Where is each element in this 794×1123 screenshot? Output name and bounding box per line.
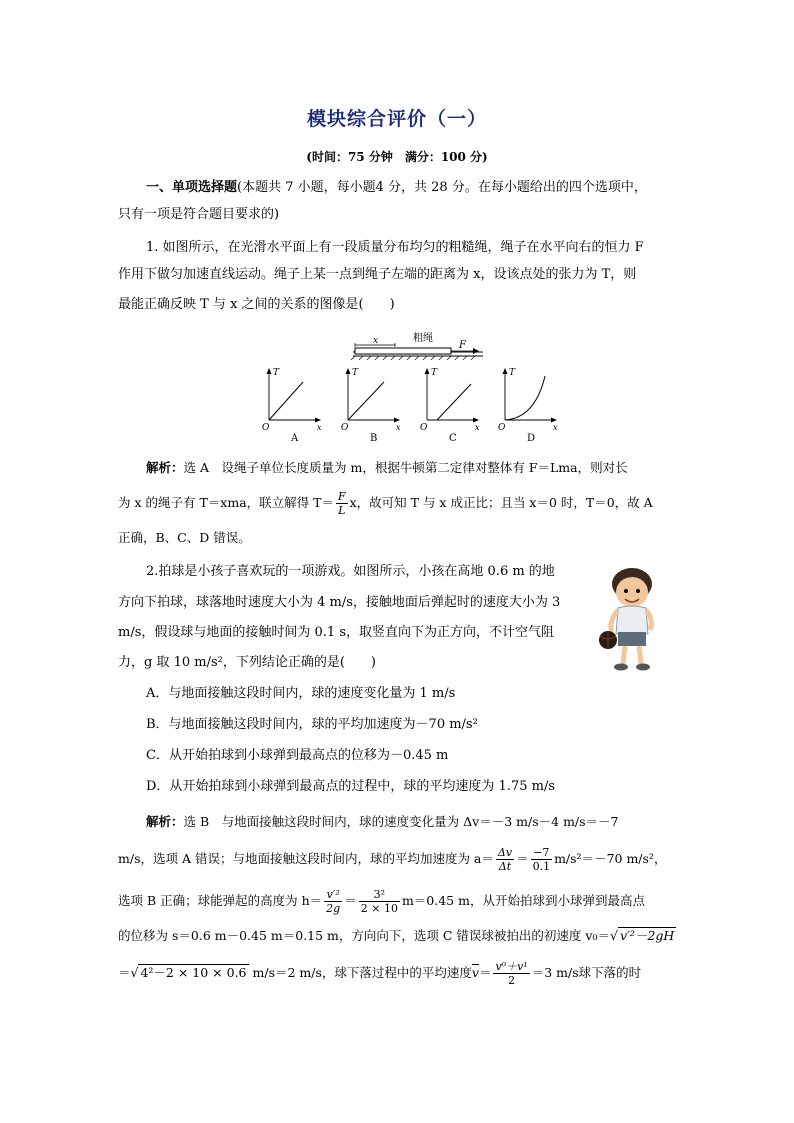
graph-b-label: B: [370, 433, 378, 444]
q2-solution-2: m/s，选项 A 错误；与地面接触这段时间内，球的平均加速度为 a＝ $\frac{\Delta v}{\Delta t}$ ＝ $\frac{-7}{0.1}$ m/s²＝－70 m/s²，: [118, 846, 667, 873]
q1-line-3: 最能正确反映 T 与 x 之间的关系的图像是( ): [118, 297, 395, 312]
svg-text:T: T: [509, 368, 516, 378]
fraction: $\frac{F}{L}$: [337, 490, 346, 517]
svg-text:x: x: [317, 423, 322, 432]
q2-option-d: D．从开始拍球到小球弹到最高点的过程中，球的平均速度为 1.75 m/s: [146, 779, 556, 794]
section-desc-2: 只有一项是符合题目要求的): [118, 207, 280, 222]
fraction: $\frac{\text{v⁰＋v¹}}{2}$: [495, 960, 528, 987]
child-bouncing-ball-illustration: [594, 564, 670, 676]
fraction: $\frac{\text{3²}}{2 \times 10}$: [360, 888, 398, 915]
svg-text:O: O: [498, 423, 506, 433]
graph-c: [420, 368, 480, 444]
svg-text:T: T: [431, 368, 438, 378]
q1-line-2: 作用下做匀加速直线运动。绳子上某一点到绳子左端的距离为 x，设该点处的张力为 T，则: [118, 267, 637, 282]
page-title: 模块综合评价（一）: [306, 108, 487, 130]
graph-b: [341, 368, 401, 444]
q1-solution-1: 解析：选 A 设绳子单位长度质量为 m，根据牛顿第二定律对整体有 F＝Lma，则对长: [146, 460, 628, 475]
q2-option-c: C．从开始拍球到小球弹到最高点的位移为－0.45 m: [146, 748, 449, 763]
svg-text:T: T: [273, 368, 280, 378]
q2-line-1: 2.拍球是小孩子喜欢玩的一项游戏。如图所示，小孩在高地 0.6 m 的地: [146, 564, 555, 579]
q2-solution-5: ＝√ 4²－2 × 10 × 0.6 m/s＝2 m/s，球下落过程中的平均速度$\overline{v}=$ $\frac{\text{v⁰＋v¹}}{2}$ ＝3 m/s球下落的时: [118, 960, 642, 987]
graph-d-label: D: [527, 433, 536, 444]
svg-text:O: O: [341, 423, 349, 433]
q2-line-4: 力，g 取 10 m/s²，下列结论正确的是( ): [118, 655, 376, 670]
rope-label: 粗绳: [413, 333, 433, 344]
svg-text:O: O: [262, 423, 270, 433]
fraction: $\frac{\text{v′²}}{2g}$: [326, 888, 341, 915]
fraction: $\frac{\Delta v}{\Delta t}$: [497, 846, 513, 873]
graph-a: [262, 368, 322, 444]
svg-text:T: T: [352, 368, 359, 378]
q2-option-b: B．与地面接触这段时间内，球的平均加速度为－70 m/s²: [146, 717, 478, 732]
q2-solution-3: 选项 B 正确；球能弹起的高度为 h＝ $\frac{\text{v′²}}{2g}$ ＝ $\frac{\text{3²}}{2 \times 10}$ m＝0.45 m，从开始拍球到小球弹到最高点: [118, 888, 645, 915]
q1-solution-3: 正确，B、C、D 错误。: [118, 530, 251, 545]
graph-a-label: A: [291, 433, 299, 444]
q1-solution-2: 为 x 的绳子有 T＝xma，联立解得 T＝ $\frac{F}{L}$ x，故可知 T 与 x 成正比；且当 x＝0 时，T＝0，故 A: [118, 490, 653, 517]
exam-meta: (时间：75 分钟 满分：100 分): [306, 150, 488, 164]
section-heading: 一、单项选择题: [146, 180, 238, 195]
svg-text:O: O: [420, 423, 428, 433]
q2-solution-4: 的位移为 s＝0.6 m－0.45 m＝0.15 m，方向向下，选项 C 错误球被拍出的初速度 v₀＝√ v′²－2gH: [118, 928, 675, 943]
rope-x-label: x: [373, 336, 379, 346]
q1-line-1: 1. 如图所示，在光滑水平面上有一段质量分布均匀的粗糙绳，绳子在水平向右的恒力 F: [146, 240, 644, 255]
section-heading-line: [146, 178, 678, 198]
svg-text:x: x: [396, 423, 401, 432]
q2-line-2: 方向下拍球，球落地时速度大小为 4 m/s，接触地面后弹起时的速度大小为 3: [118, 595, 561, 610]
q1-figure: [255, 328, 558, 446]
section-desc: (本题共 7 小题，每小题4 分，共 28 分。在每小题给出的四个选项中，: [237, 180, 647, 195]
fraction: $\frac{-7}{0.1}$: [532, 846, 551, 873]
q2-solution-1: 解析：选 B 与地面接触这段时间内，球的速度变化量为 Δv＝－3 m/s－4 m/s＝－7: [146, 814, 619, 829]
graph-c-label: C: [449, 433, 457, 444]
graph-d: [498, 368, 558, 444]
svg-text:x: x: [475, 423, 480, 432]
svg-text:x: x: [553, 423, 558, 432]
q2-line-3: m/s，假设球与地面的接触时间为 0.1 s，取竖直向下为正方向，不计空气阻: [118, 625, 554, 640]
q2-option-a: A．与地面接触这段时间内，球的速度变化量为 1 m/s: [146, 686, 456, 701]
rope-force-label: F: [459, 340, 466, 351]
